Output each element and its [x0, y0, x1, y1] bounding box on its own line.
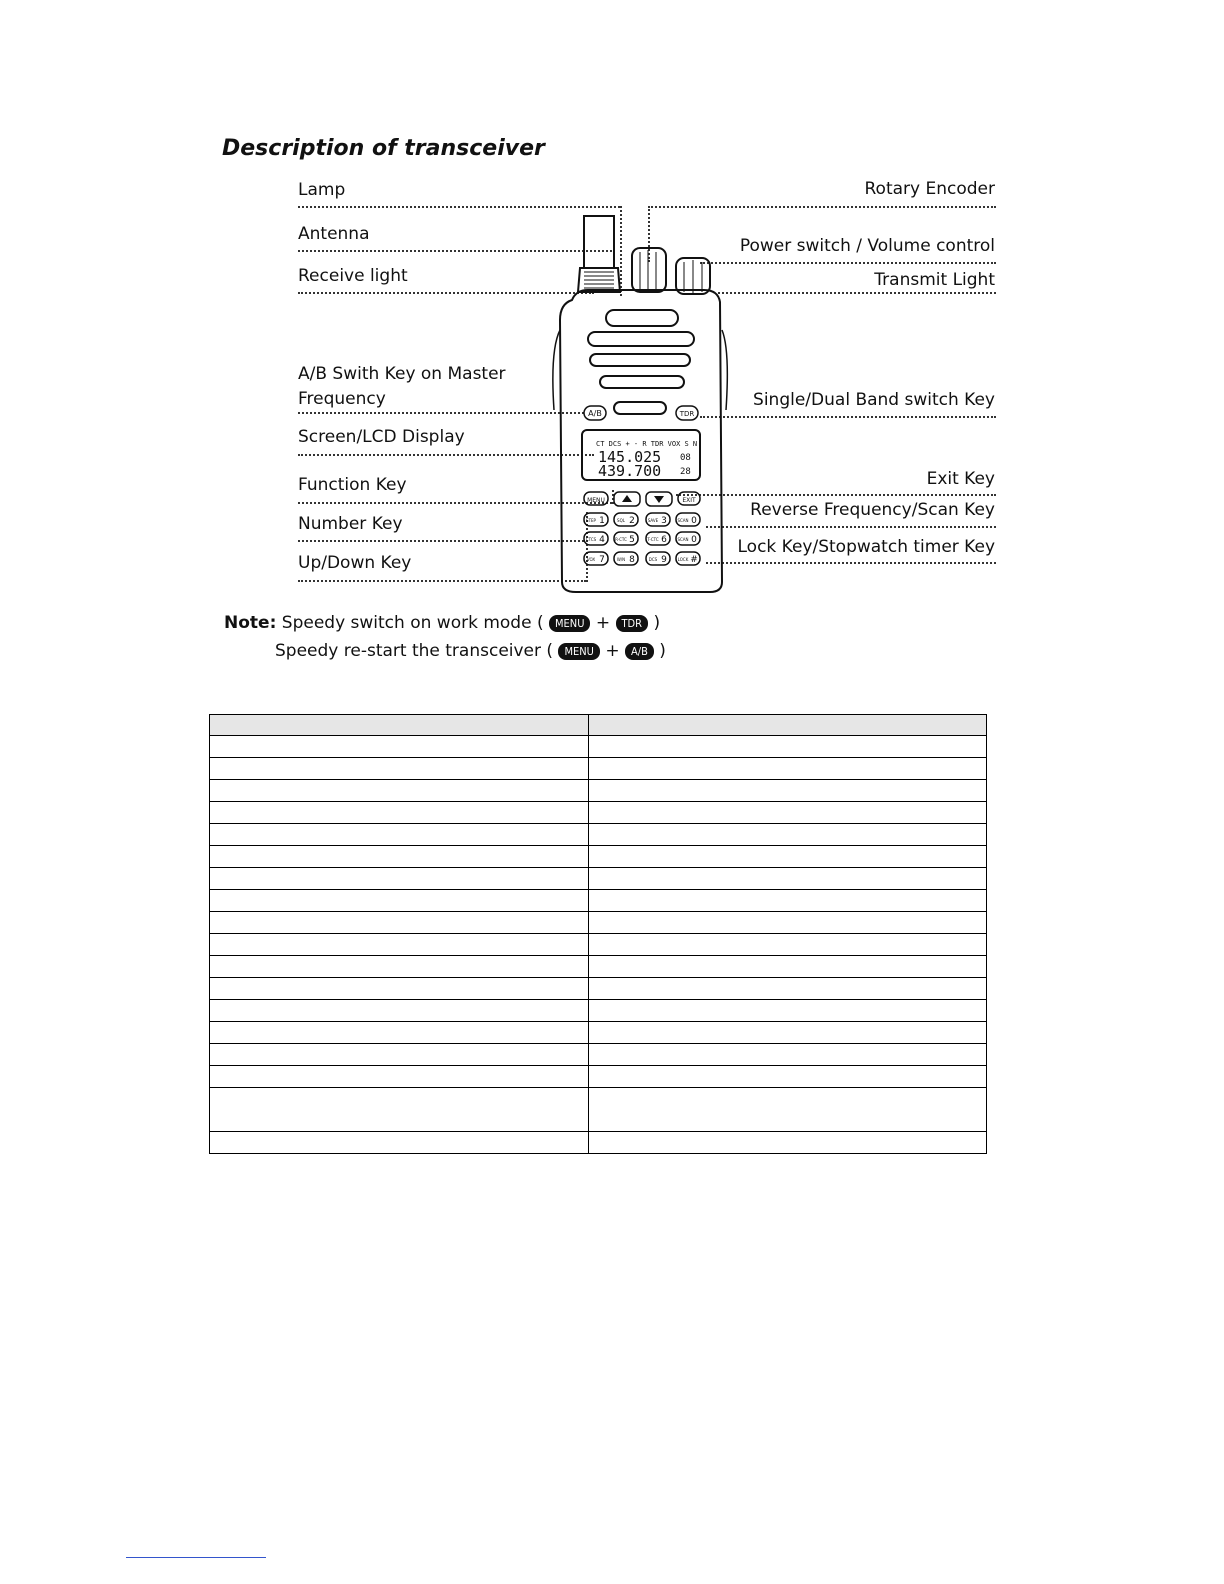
- number-key-sublabel: T-CTC: [647, 537, 659, 542]
- number-key-label: 4: [599, 535, 605, 545]
- down-arrow-icon: [654, 496, 664, 503]
- number-key-label: 2: [629, 516, 635, 526]
- table-cell: [589, 1066, 987, 1088]
- table-row: [210, 978, 987, 1000]
- table-cell: [210, 1044, 589, 1066]
- number-key-label: 1: [599, 516, 605, 526]
- tdr-key-badge: TDR: [616, 615, 649, 632]
- table-cell: [210, 846, 589, 868]
- table-cell: [589, 736, 987, 758]
- leader-single-dual: [700, 416, 996, 418]
- number-key-label: 3: [661, 516, 667, 526]
- number-key-sublabel: SQL: [617, 518, 625, 523]
- table-cell: [210, 824, 589, 846]
- ab-key-label: A/B: [588, 409, 602, 418]
- number-key-sublabel: R-CTC: [615, 537, 627, 542]
- table-row: [210, 824, 987, 846]
- table-cell: [210, 890, 589, 912]
- table-cell: [589, 978, 987, 1000]
- label-transmit-light: Transmit Light: [874, 270, 995, 290]
- table-row: [210, 1066, 987, 1088]
- table-cell: [589, 1132, 987, 1154]
- label-lamp: Lamp: [298, 180, 346, 200]
- number-key-label: 8: [629, 555, 635, 565]
- label-reverse-scan: Reverse Frequency/Scan Key: [750, 500, 995, 520]
- table-cell: [210, 978, 589, 1000]
- leader-lock-key: [706, 562, 996, 564]
- table-cell: [210, 802, 589, 824]
- number-key-sublabel: SCAN: [677, 537, 689, 542]
- label-receive-light: Receive light: [298, 266, 408, 286]
- page-title: Description of transceiver: [222, 136, 545, 161]
- note-line2-prefix: Speedy re-start the transceiver (: [275, 641, 554, 661]
- number-key-label: 6: [661, 535, 667, 545]
- exit-key-label: EXIT: [682, 497, 696, 504]
- table-row: [210, 1000, 987, 1022]
- leader-power-volume: [700, 262, 996, 264]
- table-cell: [210, 1000, 589, 1022]
- table-cell: [210, 1022, 589, 1044]
- label-power-volume: Power switch / Volume control: [739, 236, 995, 256]
- lcd-freq-b: 439.700: [598, 462, 662, 480]
- number-key-label: 5: [629, 535, 635, 545]
- table-header-cell: [589, 715, 987, 736]
- table-cell: [589, 956, 987, 978]
- leader-rotary-encoder: [648, 206, 996, 208]
- table-row: [210, 1132, 987, 1154]
- table-cell: [210, 736, 589, 758]
- table-row: [210, 802, 987, 824]
- label-ab-switch-2: Frequency: [298, 389, 386, 409]
- transceiver-illustration: [548, 210, 738, 596]
- number-key-label: #: [690, 555, 698, 565]
- table-cell: [589, 1044, 987, 1066]
- note-line1-suffix: ): [653, 613, 661, 633]
- label-number-key: Number Key: [298, 514, 403, 534]
- note-line2-suffix: ): [659, 641, 666, 661]
- label-single-dual-band: Single/Dual Band switch Key: [753, 390, 995, 410]
- label-function-key: Function Key: [298, 475, 407, 495]
- note-line2-plus: +: [605, 641, 620, 661]
- table-row: [210, 758, 987, 780]
- description-table: [209, 714, 987, 1154]
- table-cell: [210, 758, 589, 780]
- table-cell: [210, 1066, 589, 1088]
- number-key-label: 0: [691, 535, 697, 545]
- label-rotary-encoder: Rotary Encoder: [864, 179, 995, 199]
- table-cell: [210, 1088, 589, 1132]
- lcd-top-text: CT DCS + - R TDR VOX S N: [596, 440, 698, 448]
- number-key-sublabel: DCS: [648, 557, 658, 562]
- table-cell: [589, 912, 987, 934]
- table-cell: [589, 890, 987, 912]
- note-label: Note:: [224, 613, 277, 633]
- label-exit-key: Exit Key: [926, 469, 995, 489]
- number-key-label: 7: [599, 555, 605, 565]
- note-line-1: [224, 613, 660, 633]
- leader-up-down-key: [298, 580, 586, 582]
- antenna-icon: [584, 216, 614, 268]
- table-cell: [589, 1088, 987, 1132]
- label-screen-lcd: Screen/LCD Display: [298, 427, 465, 447]
- table-header-cell: [210, 715, 589, 736]
- tdr-key-label: TDR: [679, 410, 695, 418]
- number-key-sublabel: STEP: [586, 518, 596, 523]
- table-row: [210, 912, 987, 934]
- table-cell: [210, 956, 589, 978]
- table-header-row: [210, 715, 987, 736]
- table-cell: [589, 934, 987, 956]
- table-cell: [589, 780, 987, 802]
- lcd-channel-a: 08: [680, 453, 691, 463]
- table-row: [210, 934, 987, 956]
- leader-ab-switch: [298, 412, 584, 414]
- table-cell: [589, 802, 987, 824]
- number-key-sublabel: SCAN: [677, 518, 689, 523]
- number-key-sublabel: VOX: [586, 557, 596, 562]
- leader-reverse-scan: [706, 526, 996, 528]
- number-key-sublabel: SAVE: [647, 518, 659, 523]
- number-key-sublabel: LOCK: [677, 557, 689, 562]
- table-cell: [210, 912, 589, 934]
- table-row: [210, 780, 987, 802]
- menu-key-badge-2: MENU: [558, 643, 599, 660]
- label-lock-stopwatch: Lock Key/Stopwatch timer Key: [737, 537, 995, 557]
- note-line-2: [275, 641, 666, 661]
- note-line1-prefix: Speedy switch on work mode (: [281, 613, 544, 633]
- leader-number-key: [298, 540, 584, 542]
- table-row: [210, 846, 987, 868]
- number-key-sublabel: CTCS: [585, 537, 597, 542]
- label-up-down-key: Up/Down Key: [298, 553, 412, 573]
- table-cell: [589, 1000, 987, 1022]
- table-row: [210, 890, 987, 912]
- number-key-sublabel: W/N: [616, 557, 626, 562]
- label-antenna: Antenna: [298, 224, 370, 244]
- menu-key-label: MENU: [587, 497, 605, 504]
- leader-lamp: [298, 206, 620, 208]
- table-cell: [589, 1022, 987, 1044]
- table-cell: [210, 1132, 589, 1154]
- ab-key-badge: A/B: [625, 643, 654, 660]
- table-cell: [589, 846, 987, 868]
- volume-knob-icon: [632, 248, 666, 292]
- up-arrow-icon: [622, 495, 632, 502]
- table-row: [210, 1022, 987, 1044]
- table-row: [210, 736, 987, 758]
- table-row: [210, 956, 987, 978]
- table-cell: [589, 824, 987, 846]
- number-key-label: 9: [661, 555, 667, 565]
- table-row: [210, 1088, 987, 1132]
- table-cell: [210, 868, 589, 890]
- note-line1-plus: +: [595, 613, 611, 633]
- menu-key-badge: MENU: [549, 615, 590, 632]
- number-key-label: 0: [691, 516, 697, 526]
- leader-transmit-light: [718, 292, 996, 294]
- label-ab-switch-1: A/B Swith Key on Master: [298, 364, 506, 384]
- table-cell: [589, 868, 987, 890]
- table-cell: [210, 780, 589, 802]
- table-cell: [589, 758, 987, 780]
- table-cell: [210, 934, 589, 956]
- lcd-freq-a: 145.025: [598, 448, 662, 466]
- footnote-rule: [126, 1557, 266, 1558]
- lcd-channel-b: 28: [680, 467, 691, 477]
- table-row: [210, 868, 987, 890]
- table-row: [210, 1044, 987, 1066]
